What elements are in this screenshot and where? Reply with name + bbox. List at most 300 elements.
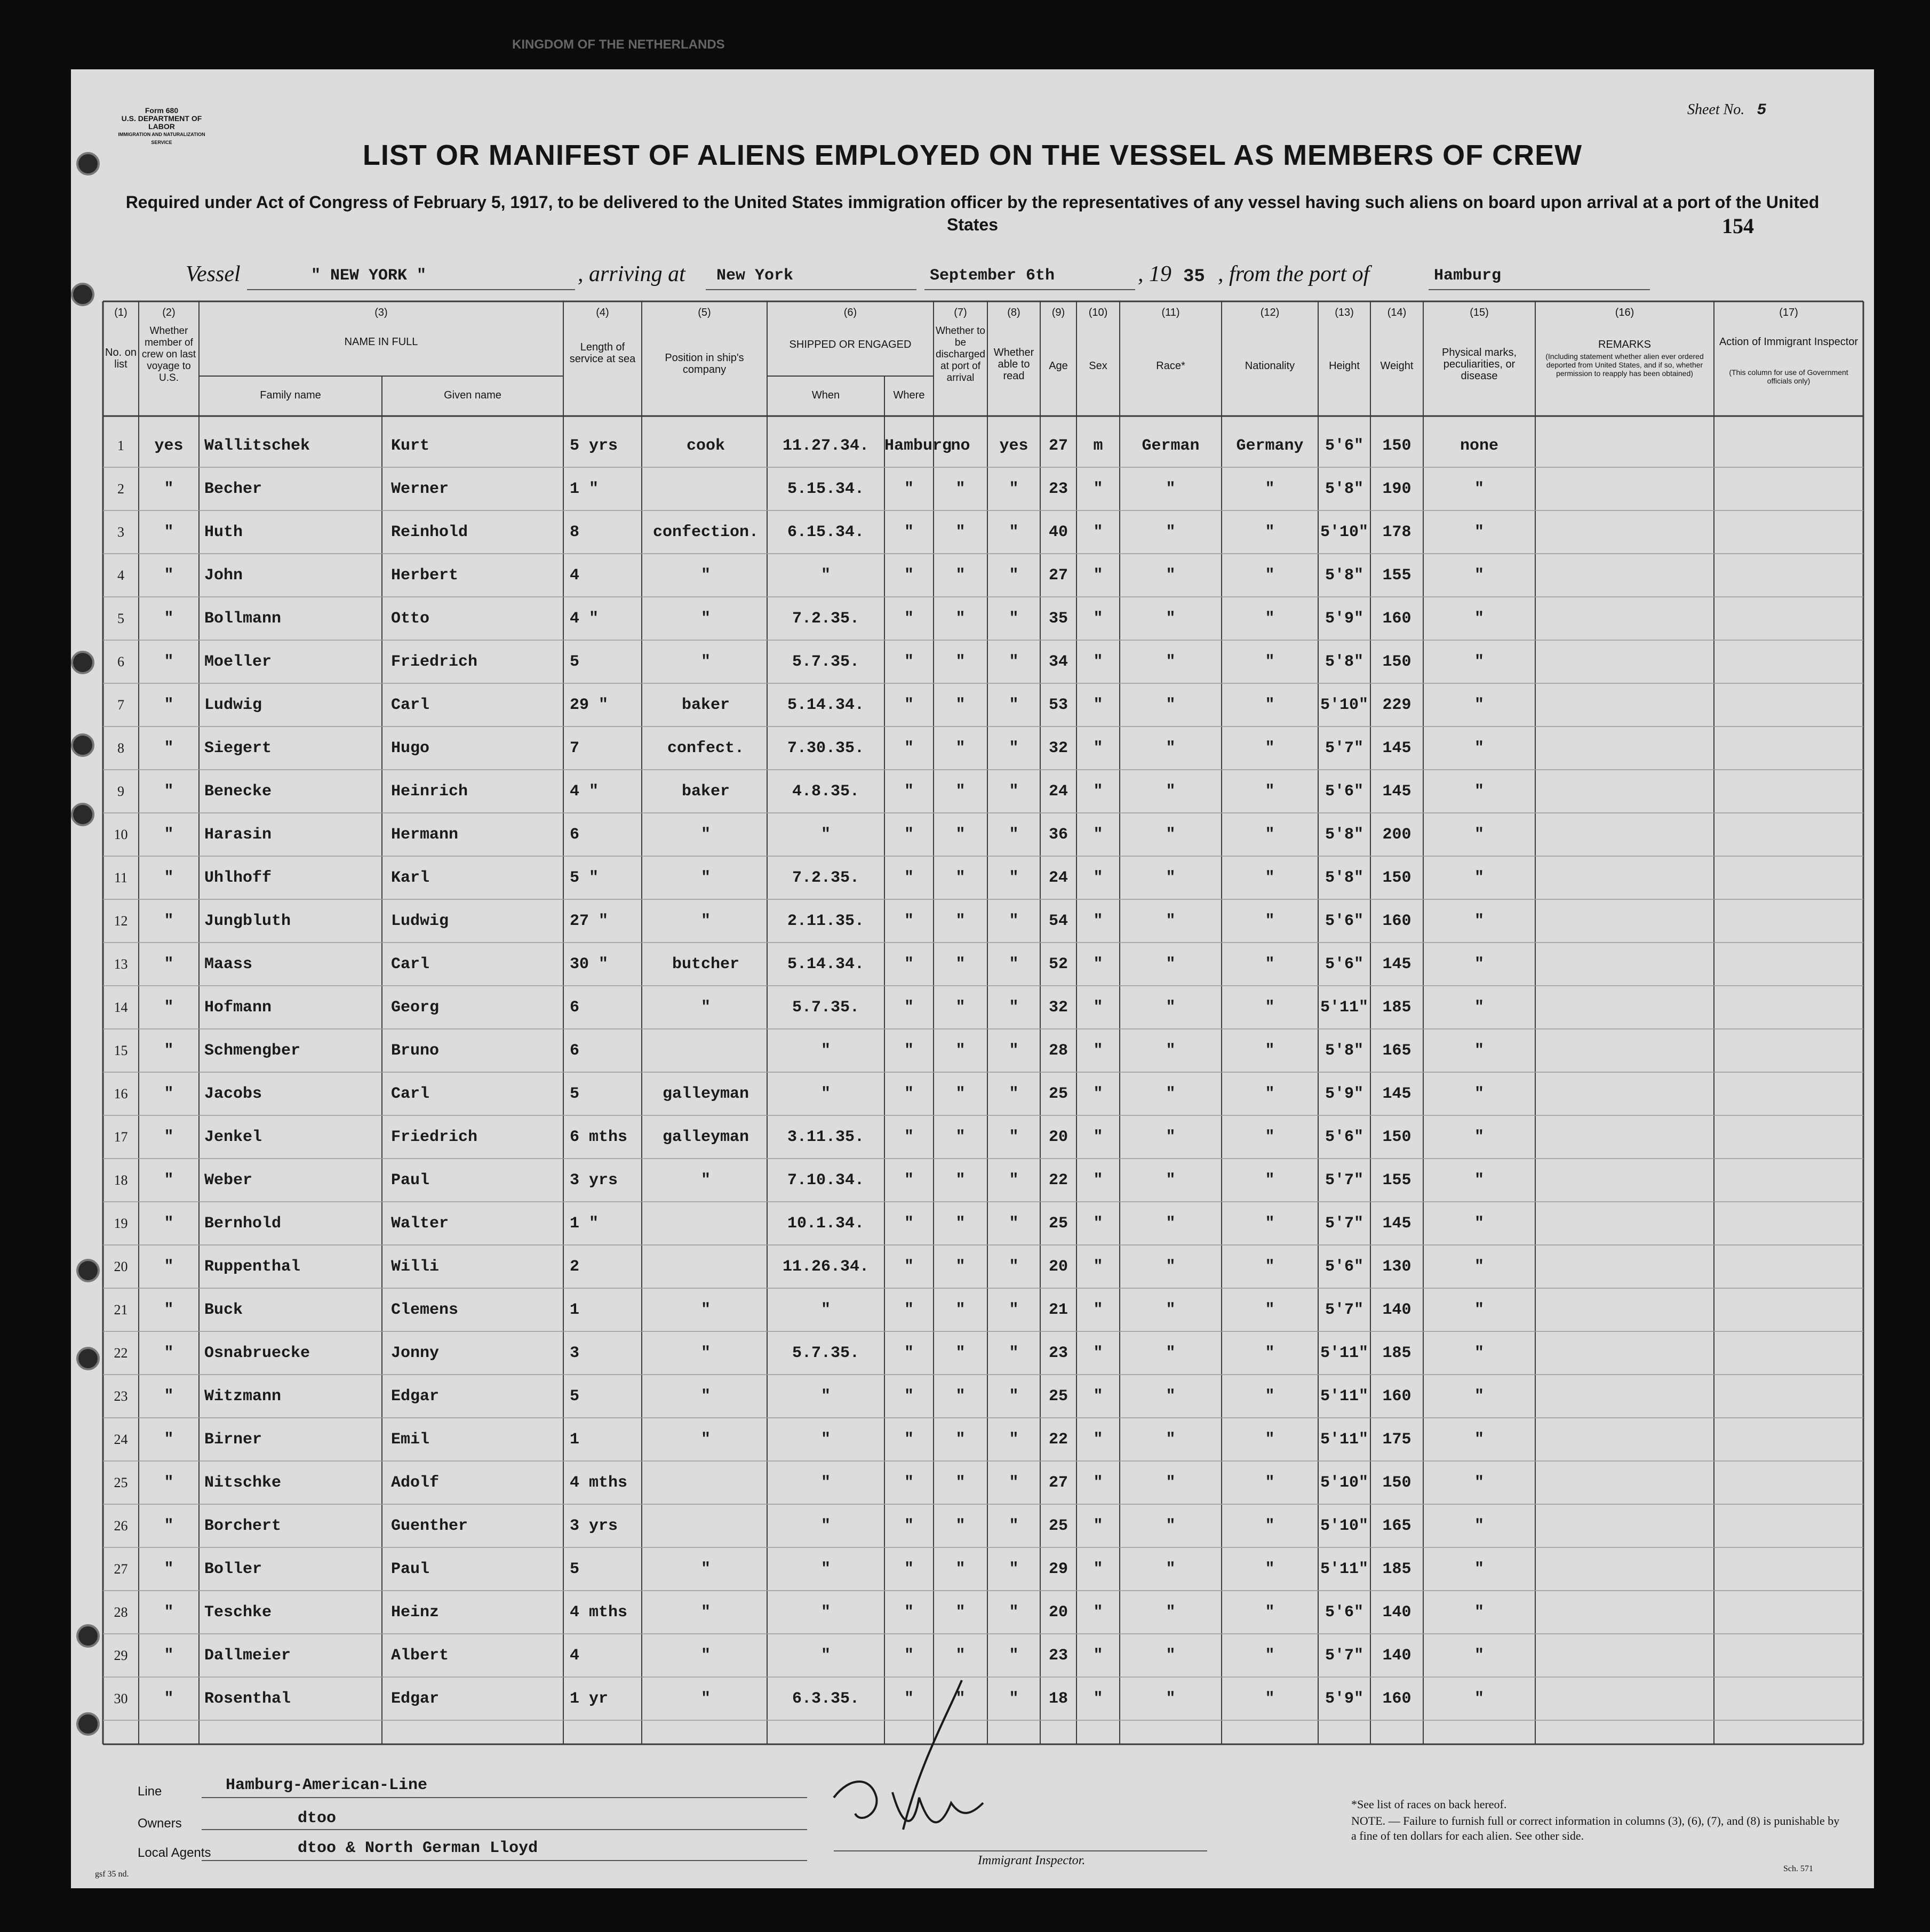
cell-family-name: Maass xyxy=(204,955,253,973)
page-number: 154 xyxy=(1722,214,1754,238)
cell-age: 25 xyxy=(1048,1214,1068,1233)
cell-engaged-place: " xyxy=(904,739,914,757)
owners-label: Owners xyxy=(138,1816,182,1831)
cell-member-last-voyage: " xyxy=(164,825,174,844)
cell-member-last-voyage: " xyxy=(164,1084,174,1103)
cell-service-length: 1 " xyxy=(570,1214,599,1233)
cell-nationality: " xyxy=(1265,609,1275,628)
cell-nationality: " xyxy=(1265,782,1275,801)
cell-service-length: 3 yrs xyxy=(570,1171,618,1189)
cell-given-name: Georg xyxy=(391,998,440,1017)
cell-sex: " xyxy=(1093,1300,1103,1319)
cell-race: " xyxy=(1166,825,1176,844)
cell-sex: " xyxy=(1093,1084,1103,1103)
cell-row-number: 4 xyxy=(117,567,124,583)
col-num-4: (4) xyxy=(596,307,609,318)
cell-physical-marks: " xyxy=(1474,1344,1484,1362)
cell-age: 36 xyxy=(1048,825,1068,844)
cell-discharged-flag: " xyxy=(955,696,966,714)
col-head-sex: Sex xyxy=(1089,360,1107,372)
cell-given-name: Otto xyxy=(391,609,430,628)
cell-given-name: Edgar xyxy=(391,1689,440,1708)
cell-height: 5'9" xyxy=(1325,1084,1363,1103)
cell-height: 5'6" xyxy=(1325,436,1363,455)
cell-race: " xyxy=(1166,868,1176,887)
cell-engaged-date: " xyxy=(820,1516,831,1535)
cell-physical-marks: " xyxy=(1474,1041,1484,1060)
cell-ship-position: confect. xyxy=(667,739,745,757)
cell-engaged-date: " xyxy=(820,1041,831,1060)
cell-family-name: Ruppenthal xyxy=(204,1257,301,1276)
cell-nationality: " xyxy=(1265,955,1275,973)
cell-race: " xyxy=(1166,566,1176,585)
cell-able-to-read: " xyxy=(1009,998,1019,1017)
cell-weight: 150 xyxy=(1382,1473,1411,1492)
cell-engaged-date: 3.11.35. xyxy=(787,1128,865,1146)
cell-nationality: " xyxy=(1265,1560,1275,1578)
col-num-14: (14) xyxy=(1387,307,1407,318)
cell-given-name: Heinz xyxy=(391,1603,440,1622)
cell-height: 5'7" xyxy=(1325,1646,1363,1665)
cell-sex: " xyxy=(1093,1603,1103,1622)
cell-row-number: 28 xyxy=(114,1604,128,1620)
cell-service-length: 4 mths xyxy=(570,1473,628,1492)
line-label: Line xyxy=(138,1784,162,1799)
cell-family-name: Siegert xyxy=(204,739,272,757)
failure-note: NOTE. — Failure to furnish full or correct information in columns (3), (6), (7), and (8) is punishable by a fine of ten dollars for each alien. See other side. xyxy=(1351,1814,1840,1842)
cell-age: 25 xyxy=(1048,1084,1068,1103)
cell-race: " xyxy=(1166,955,1176,973)
col-head-when: When xyxy=(811,389,840,401)
cell-sex: " xyxy=(1093,1257,1103,1276)
cell-weight: 150 xyxy=(1382,652,1411,671)
cell-discharged-flag: " xyxy=(955,523,966,541)
cell-height: 5'8" xyxy=(1325,480,1363,498)
cell-given-name: Guenther xyxy=(391,1516,468,1535)
cell-family-name: Bernhold xyxy=(204,1214,282,1233)
col-head-service: Length of service at sea xyxy=(569,341,636,365)
cell-race: " xyxy=(1166,652,1176,671)
cell-member-last-voyage: " xyxy=(164,1689,174,1708)
cell-age: 20 xyxy=(1048,1128,1068,1146)
cell-ship-position: " xyxy=(700,998,711,1017)
cell-row-number: 8 xyxy=(117,740,124,756)
cell-row-number: 13 xyxy=(114,956,128,972)
col-num-6: (6) xyxy=(843,307,857,318)
col-head-discharged: Whether to be discharged at port of arrival xyxy=(936,325,985,384)
cell-ship-position: " xyxy=(700,1689,711,1708)
cell-sex: " xyxy=(1093,523,1103,541)
cell-height: 5'11" xyxy=(1320,1430,1368,1449)
col-num-13: (13) xyxy=(1335,307,1354,318)
cell-given-name: Hugo xyxy=(391,739,430,757)
cell-member-last-voyage: " xyxy=(164,739,174,757)
cell-sex: " xyxy=(1093,652,1103,671)
cell-sex: " xyxy=(1093,868,1103,887)
cell-physical-marks: " xyxy=(1474,868,1484,887)
cell-age: 25 xyxy=(1048,1516,1068,1535)
cell-race: " xyxy=(1166,1646,1176,1665)
col-head-given-name: Given name xyxy=(444,389,501,401)
cell-age: 35 xyxy=(1048,609,1068,628)
cell-discharged-flag: " xyxy=(955,1344,966,1362)
cell-member-last-voyage: " xyxy=(164,1430,174,1449)
cell-ship-position: " xyxy=(700,609,711,628)
cell-physical-marks: " xyxy=(1474,1560,1484,1578)
cell-engaged-place: " xyxy=(904,1430,914,1449)
arrival-port: New York xyxy=(716,267,794,285)
cell-age: 27 xyxy=(1048,1473,1068,1492)
cell-given-name: Albert xyxy=(391,1646,449,1665)
col-head-action-note: (This column for use of Government officials only) xyxy=(1729,368,1848,385)
cell-race: " xyxy=(1166,1344,1176,1362)
cell-engaged-date: 5.14.34. xyxy=(787,696,865,714)
cell-given-name: Karl xyxy=(391,868,430,887)
cell-member-last-voyage: " xyxy=(164,1344,174,1362)
cell-member-last-voyage: " xyxy=(164,1214,174,1233)
cell-physical-marks: " xyxy=(1474,480,1484,498)
cell-physical-marks: " xyxy=(1474,1646,1484,1665)
cell-height: 5'10" xyxy=(1320,696,1368,714)
cell-able-to-read: " xyxy=(1009,1300,1019,1319)
cell-engaged-date: 11.26.34. xyxy=(782,1257,870,1276)
cell-ship-position: " xyxy=(700,652,711,671)
cell-member-last-voyage: " xyxy=(164,868,174,887)
cell-service-length: 29 " xyxy=(570,696,609,714)
cell-row-number: 24 xyxy=(114,1431,128,1447)
cell-member-last-voyage: " xyxy=(164,1171,174,1189)
cell-height: 5'6" xyxy=(1325,1603,1363,1622)
cell-age: 34 xyxy=(1048,652,1068,671)
cell-engaged-place: " xyxy=(904,1171,914,1189)
cell-engaged-place: " xyxy=(904,1603,914,1622)
cell-service-length: 5 yrs xyxy=(570,436,618,455)
cell-ship-position: " xyxy=(700,1560,711,1578)
cell-able-to-read: " xyxy=(1009,1084,1019,1103)
cell-service-length: 5 xyxy=(570,652,580,671)
cell-weight: 165 xyxy=(1382,1041,1411,1060)
col-head-remarks-note: (Including statement whether alien ever ordered deported from United States, and if so, whether permission to reapply has been obtained) xyxy=(1545,352,1704,378)
cell-discharged-flag: " xyxy=(955,1603,966,1622)
cell-age: 24 xyxy=(1048,868,1068,887)
cell-family-name: Huth xyxy=(204,523,243,541)
cell-sex: " xyxy=(1093,912,1103,930)
cell-height: 5'11" xyxy=(1320,1560,1368,1578)
cell-discharged-flag: " xyxy=(955,998,966,1017)
cell-height: 5'8" xyxy=(1325,868,1363,887)
cell-race: " xyxy=(1166,739,1176,757)
cell-sex: " xyxy=(1093,1430,1103,1449)
cell-nationality: " xyxy=(1265,1171,1275,1189)
cell-family-name: Teschke xyxy=(204,1603,272,1622)
cell-nationality: " xyxy=(1265,1689,1275,1708)
cell-engaged-date: 2.11.35. xyxy=(787,912,865,930)
cell-nationality: " xyxy=(1265,1214,1275,1233)
cell-engaged-place: " xyxy=(904,1473,914,1492)
cell-family-name: Borchert xyxy=(204,1516,282,1535)
col-num-15: (15) xyxy=(1470,307,1489,318)
cell-family-name: Bollmann xyxy=(204,609,282,628)
cell-nationality: " xyxy=(1265,1430,1275,1449)
cell-height: 5'8" xyxy=(1325,652,1363,671)
col-num-10: (10) xyxy=(1088,307,1108,318)
cell-race: " xyxy=(1166,1430,1176,1449)
cell-sex: " xyxy=(1093,1473,1103,1492)
cell-engaged-place: " xyxy=(904,1214,914,1233)
cell-able-to-read: " xyxy=(1009,1257,1019,1276)
cell-able-to-read: " xyxy=(1009,1560,1019,1578)
col-head-remarks: REMARKS xyxy=(1598,339,1651,350)
cell-physical-marks: " xyxy=(1474,1128,1484,1146)
cell-discharged-flag: " xyxy=(955,1300,966,1319)
cell-physical-marks: " xyxy=(1474,609,1484,628)
cell-weight: 229 xyxy=(1382,696,1411,714)
cell-nationality: " xyxy=(1265,652,1275,671)
cell-able-to-read: " xyxy=(1009,782,1019,801)
cell-engaged-place: " xyxy=(904,1516,914,1535)
cell-discharged-flag: " xyxy=(955,912,966,930)
cell-row-number: 27 xyxy=(114,1561,128,1577)
cell-discharged-flag: " xyxy=(955,1430,966,1449)
cell-ship-position: " xyxy=(700,1300,711,1319)
col-head-name: NAME IN FULL xyxy=(344,336,418,348)
cell-race: " xyxy=(1166,1257,1176,1276)
cell-service-length: 2 xyxy=(570,1257,580,1276)
cell-ship-position: " xyxy=(700,1171,711,1189)
cell-family-name: Rosenthal xyxy=(204,1689,291,1708)
sheet-no: 5 xyxy=(1757,101,1767,119)
cell-engaged-place: " xyxy=(904,1689,914,1708)
cell-able-to-read: " xyxy=(1009,1128,1019,1146)
cell-engaged-place: " xyxy=(904,480,914,498)
cell-height: 5'8" xyxy=(1325,825,1363,844)
cell-sex: " xyxy=(1093,1214,1103,1233)
cell-height: 5'6" xyxy=(1325,1257,1363,1276)
cell-weight: 140 xyxy=(1382,1646,1411,1665)
cell-discharged-flag: " xyxy=(955,609,966,628)
cell-height: 5'6" xyxy=(1325,1128,1363,1146)
cell-physical-marks: " xyxy=(1474,1689,1484,1708)
cell-sex: " xyxy=(1093,1344,1103,1362)
cell-weight: 160 xyxy=(1382,1387,1411,1406)
cell-able-to-read: " xyxy=(1009,868,1019,887)
cell-race: " xyxy=(1166,1603,1176,1622)
cell-member-last-voyage: " xyxy=(164,1128,174,1146)
cell-discharged-flag: " xyxy=(955,1516,966,1535)
cell-sex: " xyxy=(1093,955,1103,973)
cell-able-to-read: " xyxy=(1009,1387,1019,1406)
col-head-no-on-list: No. on list xyxy=(105,347,137,370)
cell-nationality: " xyxy=(1265,1300,1275,1319)
cell-discharged-flag: " xyxy=(955,1560,966,1578)
cell-row-number: 30 xyxy=(114,1690,128,1706)
cell-engaged-date: " xyxy=(820,1387,831,1406)
cell-ship-position: " xyxy=(700,1344,711,1362)
cell-family-name: John xyxy=(204,566,243,585)
arrival-date: September 6th xyxy=(930,267,1055,285)
cell-given-name: Walter xyxy=(391,1214,449,1233)
cell-engaged-place: " xyxy=(904,998,914,1017)
cell-physical-marks: " xyxy=(1474,1257,1484,1276)
cell-given-name: Carl xyxy=(391,955,430,973)
cell-row-number: 21 xyxy=(114,1302,128,1318)
cell-weight: 130 xyxy=(1382,1257,1411,1276)
cell-family-name: Birner xyxy=(204,1430,262,1449)
arriving-label: , arriving at xyxy=(578,262,685,286)
printer-mark: gsf 35 nd. xyxy=(95,1870,129,1879)
agents-value: dtoo & North German Lloyd xyxy=(298,1839,538,1857)
cell-row-number: 12 xyxy=(114,913,128,929)
cell-family-name: Becher xyxy=(204,480,262,498)
cell-service-length: 30 " xyxy=(570,955,609,973)
cell-member-last-voyage: " xyxy=(164,652,174,671)
cell-discharged-flag: " xyxy=(955,782,966,801)
page-title: LIST OR MANIFEST OF ALIENS EMPLOYED ON THE VESSEL AS MEMBERS OF CREW xyxy=(362,139,1583,171)
cell-nationality: " xyxy=(1265,825,1275,844)
cell-given-name: Herbert xyxy=(391,566,459,585)
cell-row-number: 19 xyxy=(114,1215,128,1231)
col-num-1: (1) xyxy=(114,307,127,318)
schedule-number: Sch. 571 xyxy=(1783,1864,1813,1873)
col-head-family-name: Family name xyxy=(260,389,321,401)
cell-weight: 160 xyxy=(1382,1689,1411,1708)
col-head-physical: Physical marks, peculiarities, or disease xyxy=(1441,347,1517,382)
cell-engaged-date: " xyxy=(820,1603,831,1622)
cell-engaged-date: 7.30.35. xyxy=(787,739,865,757)
cell-family-name: Witzmann xyxy=(204,1387,282,1406)
cell-family-name: Schmengber xyxy=(204,1041,301,1060)
cell-given-name: Werner xyxy=(391,480,449,498)
cell-height: 5'6" xyxy=(1325,955,1363,973)
cell-discharged-flag: " xyxy=(955,1473,966,1492)
cell-age: 24 xyxy=(1048,782,1068,801)
cell-race: " xyxy=(1166,912,1176,930)
cell-engaged-date: " xyxy=(820,1646,831,1665)
cell-nationality: " xyxy=(1265,1344,1275,1362)
top-edge-stamp: KINGDOM OF THE NETHERLANDS xyxy=(512,37,725,52)
col-head-action: Action of Immigrant Inspector xyxy=(1719,336,1859,348)
cell-row-number: 20 xyxy=(114,1258,128,1274)
cell-engaged-place: " xyxy=(904,1128,914,1146)
cell-nationality: " xyxy=(1265,868,1275,887)
cell-engaged-date: " xyxy=(820,566,831,585)
cell-age: 52 xyxy=(1048,955,1068,973)
cell-physical-marks: " xyxy=(1474,523,1484,541)
cell-able-to-read: " xyxy=(1009,1646,1019,1665)
cell-ship-position: galleyman xyxy=(662,1128,749,1146)
cell-age: 23 xyxy=(1048,480,1068,498)
cell-physical-marks: " xyxy=(1474,1300,1484,1319)
cell-weight: 178 xyxy=(1382,523,1411,541)
cell-service-length: 3 xyxy=(570,1344,580,1362)
cell-given-name: Kurt xyxy=(391,436,430,455)
cell-member-last-voyage: " xyxy=(164,1560,174,1578)
cell-service-length: 6 xyxy=(570,825,580,844)
form-department: U.S. DEPARTMENT OF LABOR xyxy=(121,114,202,131)
cell-ship-position: butcher xyxy=(672,955,740,973)
cell-nationality: " xyxy=(1265,998,1275,1017)
col-num-3: (3) xyxy=(374,307,388,318)
cell-given-name: Friedrich xyxy=(391,1128,478,1146)
col-head-able-to-read: Whether able to read xyxy=(993,347,1034,382)
cell-given-name: Paul xyxy=(391,1171,430,1189)
agents-label: Local Agents xyxy=(138,1846,211,1860)
cell-service-length: 6 xyxy=(570,998,580,1017)
cell-age: 27 xyxy=(1048,436,1068,455)
cell-family-name: Nitschke xyxy=(204,1473,282,1492)
cell-member-last-voyage: " xyxy=(164,1257,174,1276)
cell-age: 22 xyxy=(1048,1171,1068,1189)
cell-ship-position: baker xyxy=(681,696,730,714)
cell-height: 5'6" xyxy=(1325,912,1363,930)
cell-physical-marks: " xyxy=(1474,1171,1484,1189)
cell-family-name: Harasin xyxy=(204,825,272,844)
cell-family-name: Weber xyxy=(204,1171,253,1189)
cell-physical-marks: " xyxy=(1474,912,1484,930)
col-head-weight: Weight xyxy=(1380,360,1414,372)
cell-sex: " xyxy=(1093,1516,1103,1535)
cell-physical-marks: " xyxy=(1474,955,1484,973)
col-head-position: Position in ship's company xyxy=(665,352,744,376)
cell-service-length: 5 xyxy=(570,1387,580,1406)
cell-able-to-read: " xyxy=(1009,480,1019,498)
cell-nationality: " xyxy=(1265,1603,1275,1622)
cell-weight: 140 xyxy=(1382,1300,1411,1319)
cell-height: 5'6" xyxy=(1325,782,1363,801)
cell-race: " xyxy=(1166,1084,1176,1103)
cell-engaged-place: " xyxy=(904,652,914,671)
cell-row-number: 25 xyxy=(114,1474,128,1490)
cell-given-name: Ludwig xyxy=(391,912,449,930)
cell-weight: 150 xyxy=(1382,436,1411,455)
cell-physical-marks: " xyxy=(1474,1214,1484,1233)
cell-member-last-voyage: " xyxy=(164,998,174,1017)
cell-discharged-flag: " xyxy=(955,739,966,757)
cell-service-length: 5 " xyxy=(570,868,599,887)
cell-ship-position: " xyxy=(700,1603,711,1622)
cell-height: 5'11" xyxy=(1320,1387,1368,1406)
cell-age: 23 xyxy=(1048,1646,1068,1665)
cell-service-length: 6 xyxy=(570,1041,580,1060)
cell-sex: " xyxy=(1093,1041,1103,1060)
cell-row-number: 6 xyxy=(117,653,124,669)
col-head-nationality: Nationality xyxy=(1245,360,1295,372)
cell-engaged-date: " xyxy=(820,1560,831,1578)
cell-discharged-flag: " xyxy=(955,1646,966,1665)
cell-service-length: 4 " xyxy=(570,609,599,628)
cell-service-length: 4 mths xyxy=(570,1603,628,1622)
line-value: Hamburg-American-Line xyxy=(226,1776,428,1794)
cell-weight: 160 xyxy=(1382,609,1411,628)
cell-nationality: " xyxy=(1265,739,1275,757)
col-head-shipped: SHIPPED OR ENGAGED xyxy=(789,339,912,350)
cell-race: " xyxy=(1166,480,1176,498)
cell-engaged-date: 5.7.35. xyxy=(792,1344,860,1362)
cell-sex: " xyxy=(1093,782,1103,801)
cell-sex: " xyxy=(1093,1689,1103,1708)
cell-physical-marks: " xyxy=(1474,1430,1484,1449)
cell-able-to-read: " xyxy=(1009,566,1019,585)
manifest-sheet xyxy=(71,69,1874,1888)
form-number: Form 680 xyxy=(145,106,179,115)
cell-row-number: 23 xyxy=(114,1388,128,1404)
cell-physical-marks: " xyxy=(1474,1473,1484,1492)
cell-engaged-place: " xyxy=(904,696,914,714)
col-num-11: (11) xyxy=(1161,307,1180,318)
cell-age: 32 xyxy=(1048,998,1068,1017)
cell-physical-marks: none xyxy=(1460,436,1498,455)
cell-able-to-read: " xyxy=(1009,1473,1019,1492)
